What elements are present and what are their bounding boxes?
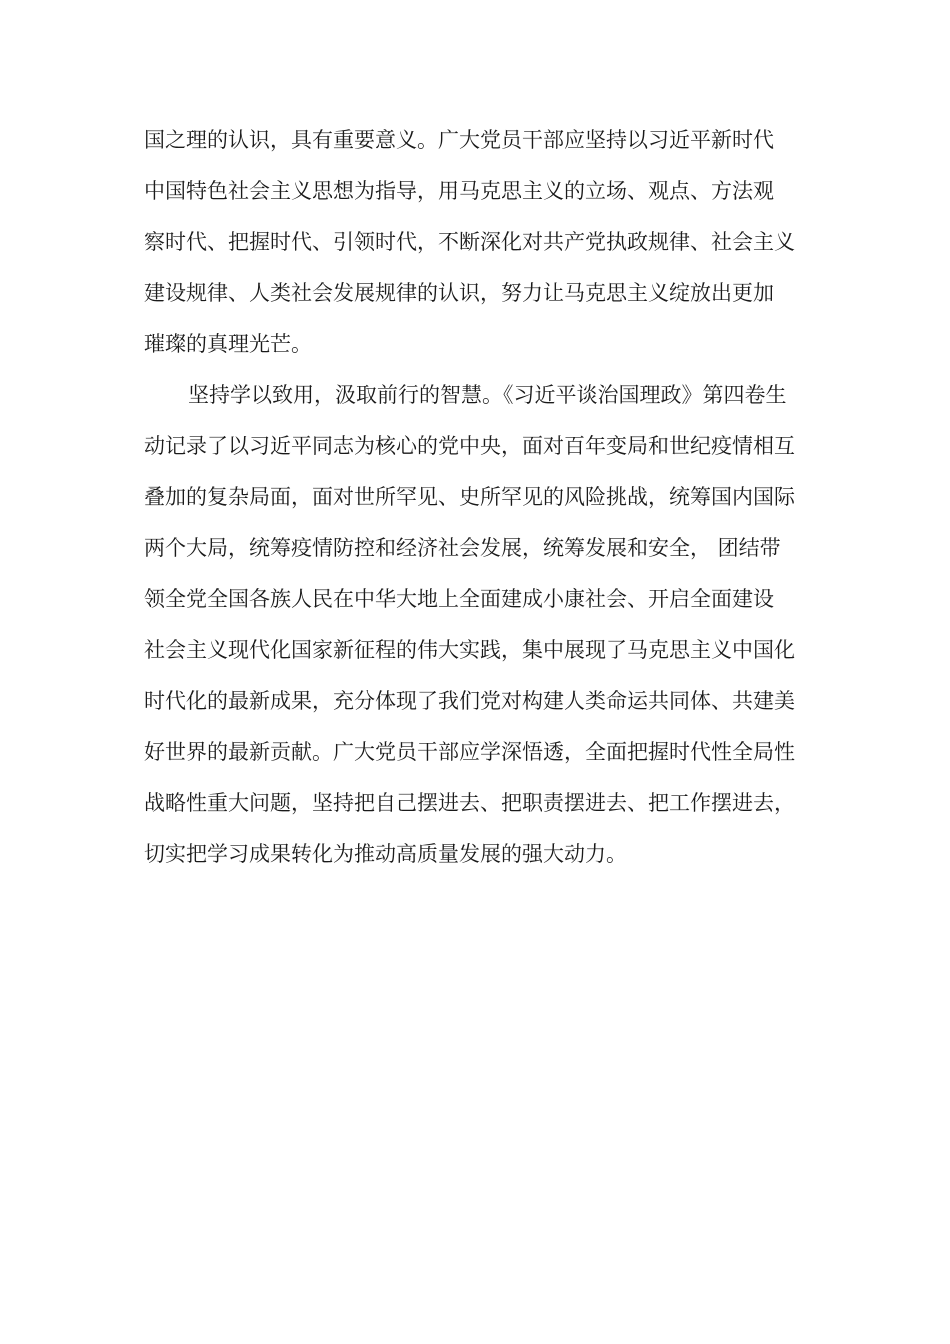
text-line: 中国特色社会主义思想为指导，用马克思主义的立场、观点、方法观 bbox=[144, 179, 774, 203]
text-line: 社会主义现代化国家新征程的伟大实践，集中展现了马克思主义中国化 bbox=[144, 638, 795, 662]
text-line: 璀璨的真理光芒。 bbox=[144, 332, 312, 356]
text-line: 领全党全国各族人民在中华大地上全面建成小康社会、开启全面建设 bbox=[144, 587, 774, 611]
text-line: 时代化的最新成果，充分体现了我们党对构建人类命运共同体、共建美 bbox=[144, 689, 795, 713]
paragraph-1 bbox=[144, 118, 824, 373]
text-line: 战略性重大问题，坚持把自己摆进去、把职责摆进去、把工作摆进去， bbox=[144, 791, 795, 815]
text-line: 建设规律、人类社会发展规律的认识，努力让马克思主义绽放出更加 bbox=[144, 281, 774, 305]
text-line: 切实把学习成果转化为推动高质量发展的强大动力。 bbox=[144, 842, 627, 866]
text-line: 两个大局，统筹疫情防控和经济社会发展，统筹发展和安全， 团结带 bbox=[144, 536, 781, 560]
text-line: 动记录了以习近平同志为核心的党中央，面对百年变局和世纪疫情相互 bbox=[144, 434, 795, 458]
text-line-indented: 坚持学以致用，汲取前行的智慧。《习近平谈治国理政》第四卷生 bbox=[188, 383, 787, 407]
text-line: 叠加的复杂局面，面对世所罕见、史所罕见的风险挑战，统筹国内国际 bbox=[144, 485, 795, 509]
paragraph-2 bbox=[144, 373, 824, 883]
text-line: 察时代、把握时代、引领时代，不断深化对共产党执政规律、社会主义 bbox=[144, 230, 795, 254]
text-line: 好世界的最新贡献。广大党员干部应学深悟透，全面把握时代性全局性 bbox=[144, 740, 795, 764]
body-text bbox=[144, 118, 824, 883]
text-line: 国之理的认识，具有重要意义。广大党员干部应坚持以习近平新时代 bbox=[144, 128, 774, 152]
